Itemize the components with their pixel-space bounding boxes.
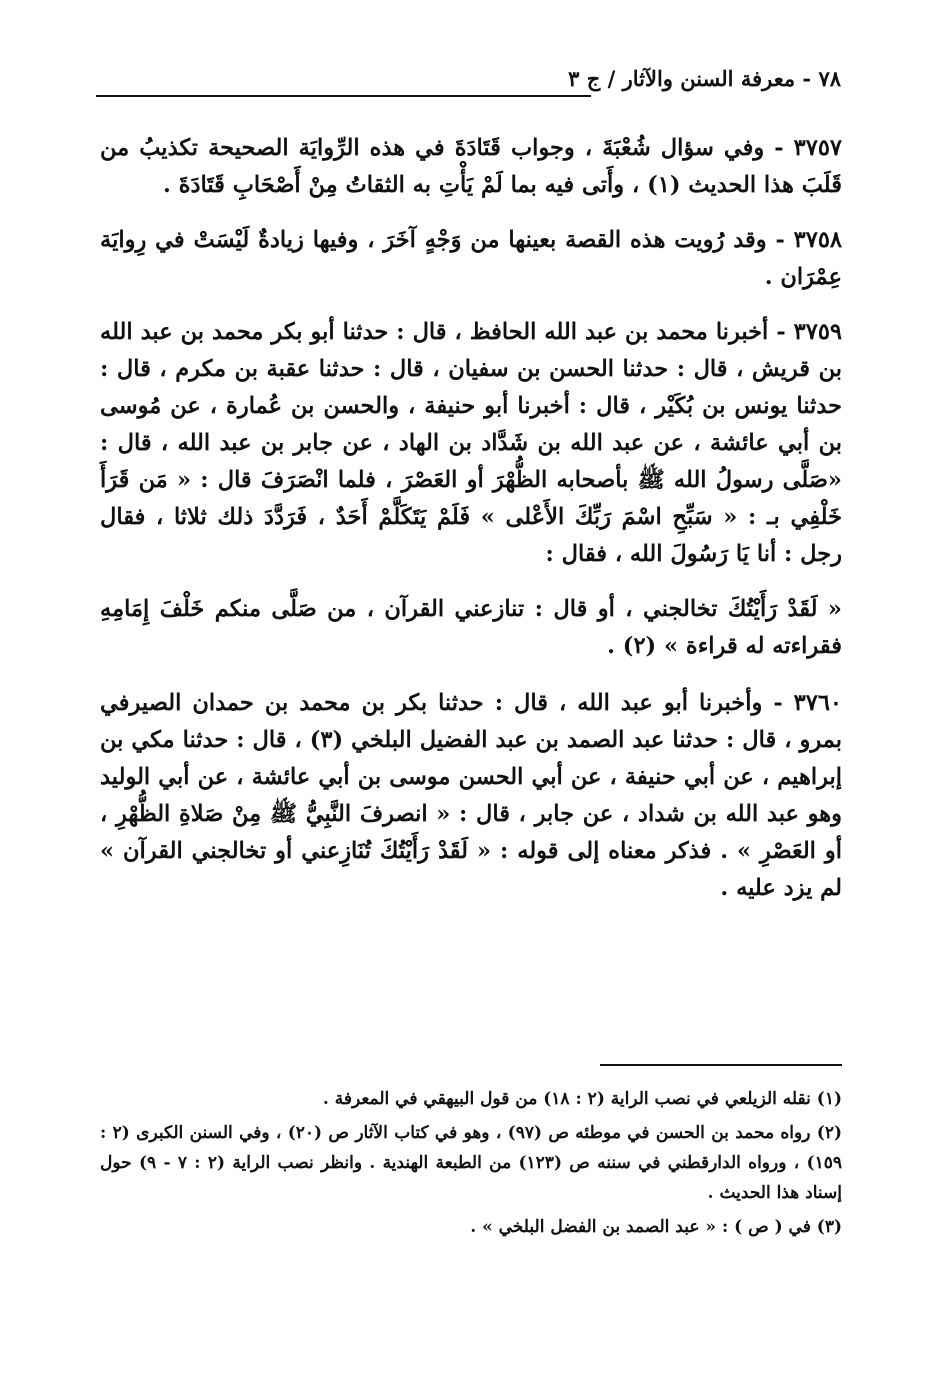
paragraph-3757	[100, 130, 842, 204]
main-text	[100, 130, 842, 925]
paragraph-3760	[100, 685, 842, 907]
paragraph-quote	[100, 591, 842, 665]
footnotes	[100, 1084, 842, 1246]
footnote-3: (٣) في ( ص ) : « عبد الصمد بن الفضل البلخي » .	[470, 1217, 842, 1237]
paragraph-3758	[100, 222, 842, 296]
paragraph-text: وفي سؤال شُعْبَةَ ، وجواب قَتَادَةَ في هذه الرِّوايَة الصحيحة تكذيبُ من قَلَبَ هذا الحديث (١) ، وأَتى فيه بما لَمْ يَأْتِ به الثقاتُ مِنْ أَصْحَابِ قَتَادَةَ .	[100, 135, 842, 198]
hadith-number: ٣٧٥٨ -	[775, 227, 842, 253]
page-header	[96, 62, 841, 102]
hadith-number: ٣٧٥٧ -	[774, 135, 843, 161]
running-head: ٧٨ - معرفة السنن والآثار / ج ٣	[568, 66, 841, 91]
paragraph-text: وأخبرنا أبو عبد الله ، قال : حدثنا بكر بن محمد بن حمدان الصيرفي بمرو ، قال : حدثنا عبد الصمد بن عبد الفضيل البلخي (٣) ، قال : حدثنا مكي بن إبراهيم ، عن أبي حنيفة ، عن أبي الحسن موسى بن أبي عائشة ، عن أبي الوليد وهو عبد الله بن شداد ، عن جابر ، قال : « انصرفَ النَّبِيُّ ﷺ مِنْ صَلاةِ الظُّهْرِ ، أو العَصْرِ » . فذكر معناه إلى قوله : « لَقَدْ رَأَيْتُكَ تُنَازِعني أو تخالجني القرآن » لم يزد عليه .	[100, 690, 843, 901]
hadith-number: ٣٧٥٩ -	[776, 319, 842, 345]
paragraph-text: « لَقَدْ رَأَيْتُكَ تخالجني ، أو قال : تنازعني القرآن ، من صَلَّى منكم خَلْفَ إِمَامِهِ فقراءته له قراءة » (٢) .	[100, 596, 842, 659]
paragraph-3759	[100, 314, 842, 573]
header-rule	[96, 95, 591, 97]
paragraph-text: وقد رُويت هذه القصة بعينها من وَجْهٍ آخَرَ ، وفيها زيادةٌ لَيْسَتْ في رِوايَة عِمْرَان .	[100, 227, 842, 290]
footnote-divider	[600, 1064, 842, 1066]
footnote-1: (١) نقله الزيلعي في نصب الراية (٢ : ١٨) من قول البيهقي في المعرفة .	[322, 1089, 842, 1109]
hadith-number: ٣٧٦٠ -	[773, 690, 842, 716]
paragraph-text: أخبرنا محمد بن عبد الله الحافظ ، قال : حدثنا أبو بكر محمد بن عبد الله بن قريش ، قال : حدثنا الحسن بن سفيان ، قال : حدثنا عقبة بن مكرم ، قال : حدثنا يونس بن بُكَيْر ، قال : أخبرنا أبو حنيفة ، والحسن بن عُمارة ، عن مُوسى بن أبي عائشة ، عن عبد الله بن شَدَّاد بن الهاد ، عن جابر بن عبد الله ، قال : «صَلَّى رسولُ الله ﷺ بأصحابه الظُّهْرَ أو العَصْرَ ، فلما انْصَرَفَ قال : « مَن قَرَأَ خَلْفِي بـ : « سَبِّحِ اسْمَ رَبِّكَ الأَعْلى » فَلَمْ يَتَكَلَّمْ أَحَدٌ ، فَرَدَّدَ ذلك ثلاثا ، فقال رجل : أنا يَا رَسُولَ الله ، فقال :	[100, 319, 842, 567]
footnote-2: (٢) رواه محمد بن الحسن في موطئه ص (٩٧) ، وهو في كتاب الآثار ص (٢٠) ، وفي السنن الكبرى (٢ : ١٥٩) ، ورواه الدارقطني في سننه ص (١٢٣) من الطبعة الهندية . وانظر نصب الراية (٢ : ٧ - ٩) حول إسناد هذا الحديث .	[100, 1123, 843, 1203]
